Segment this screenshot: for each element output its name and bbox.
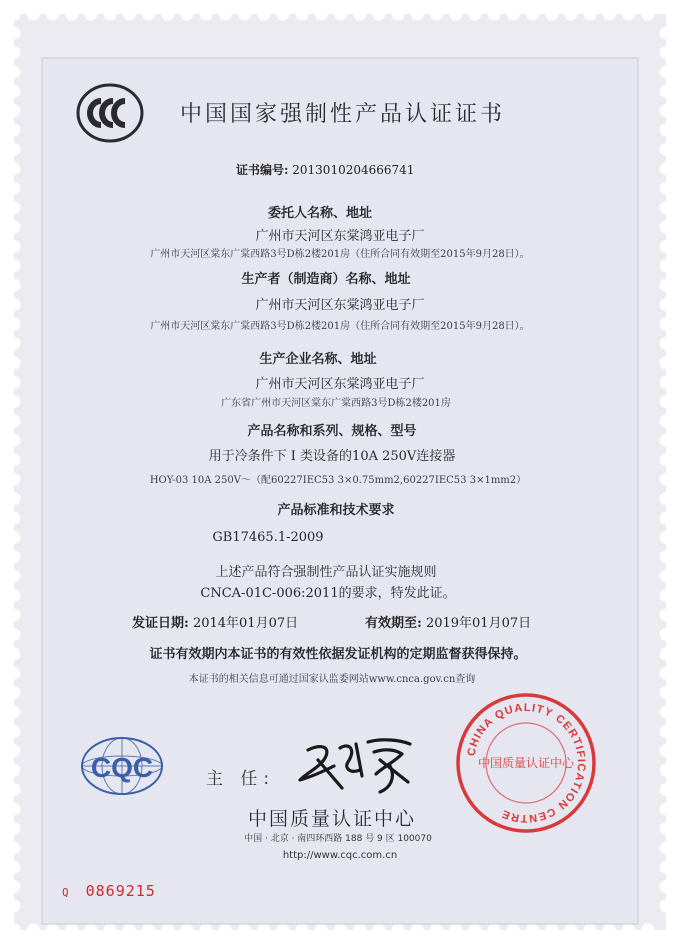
expiry-date-label: 有效期至: (365, 616, 422, 631)
perforation-hole (296, 924, 309, 937)
client-address: 广州市天河区棠东广棠西路3号D栋2楼201房（住所合同有效期至2015年9月28日）。 (150, 249, 530, 260)
serial-number (62, 882, 156, 900)
expiry-date (365, 612, 531, 631)
factory-address: 广东省广州市天河区棠东广棠西路3号D栋2楼201房 (221, 398, 451, 409)
perforation-hole (545, 8, 558, 21)
factory-label: 生产企业名称、地址 (259, 352, 377, 367)
perforation-hole (334, 924, 347, 937)
issue-date-label: 发证日期: (132, 616, 189, 631)
perforation-hole (142, 924, 155, 937)
perforation-hole (8, 8, 21, 21)
perforation-hole (8, 182, 21, 195)
perforation-hole (660, 46, 673, 59)
perforation-hole (104, 8, 117, 21)
perforation-hole (353, 924, 366, 937)
perforation-hole (84, 924, 97, 937)
perforation-hole (219, 8, 232, 21)
perforation-hole (660, 85, 673, 98)
perforation-hole (622, 8, 635, 21)
serial-prefix: Q (62, 886, 70, 899)
perforation-hole (372, 8, 385, 21)
perforation-hole (276, 8, 289, 21)
center-address: 中国 · 北京 · 南四环西路 188 号 9 区 100070 (244, 834, 432, 844)
perforation-hole (8, 27, 21, 40)
perforation-hole (8, 725, 21, 738)
ccc-logo (75, 82, 145, 144)
perforation-hole (8, 46, 21, 59)
product-model: HOY-03 10A 250V～（配60227IEC53 3×0.75mm2,60227IEC53 3×1mm2） (149, 475, 527, 486)
perforation-hole (123, 8, 136, 21)
perforation-hole (372, 924, 385, 937)
perforation-hole (660, 609, 673, 622)
perforation-hole (430, 924, 443, 937)
manufacturer-name: 广州市天河区东棠鸿亚电子厂 (255, 298, 425, 313)
certificate-number (236, 161, 414, 178)
perforation-hole (27, 8, 40, 21)
product-label: 产品名称和系列、规格、型号 (247, 424, 417, 439)
perforation-hole (430, 8, 443, 21)
perforation-hole (660, 201, 673, 214)
perforation-hole (660, 124, 673, 137)
perforation-hole (65, 924, 78, 937)
perforation-hole (238, 8, 251, 21)
perforation-hole (488, 8, 501, 21)
product-name: 用于冷条件下 I 类设备的10A 250V连接器 (208, 449, 456, 464)
perforation-hole (507, 8, 520, 21)
perforation-hole (46, 924, 59, 937)
perforation-hole (603, 924, 616, 937)
perforation-hole (8, 783, 21, 796)
perforation-hole (411, 924, 424, 937)
validity-note: 证书有效期内本证书的有效性依据发证机构的定期监督获得保持。 (149, 647, 527, 662)
expiry-date-value: 2019年01月07日 (425, 616, 532, 631)
perforation-hole (8, 85, 21, 98)
perforation-hole (660, 900, 673, 913)
perforation-hole (296, 8, 309, 21)
perforation-hole (180, 924, 193, 937)
perforation-hole (660, 686, 673, 699)
perforation-hole (8, 686, 21, 699)
issue-date (132, 612, 298, 631)
client-name: 广州市天河区东棠鸿亚电子厂 (255, 229, 425, 244)
perforation-hole (65, 8, 78, 21)
perforation-hole (353, 8, 366, 21)
perforation-hole (660, 27, 673, 40)
perforation-hole (8, 104, 21, 117)
factory-name: 广州市天河区东棠鸿亚电子厂 (255, 377, 425, 392)
perforation-hole (660, 65, 673, 78)
perforation-hole (8, 880, 21, 893)
perforation-hole (8, 764, 21, 777)
perforation-hole (468, 924, 481, 937)
perforation-hole (449, 8, 462, 21)
seal-inner-text: 中国质量认证中心 (477, 756, 575, 770)
perforation-hole (238, 924, 251, 937)
center-website: http://www.cqc.com.cn (282, 850, 398, 861)
perforation-hole (257, 8, 270, 21)
perforation-hole (584, 8, 597, 21)
standard-label: 产品标准和技术要求 (277, 503, 395, 518)
perforation-hole (564, 8, 577, 21)
perforation-hole (660, 162, 673, 175)
perforation-hole (8, 143, 21, 156)
director-label: 主 任: (206, 769, 276, 789)
manufacturer-label: 生产者（制造商）名称、地址 (241, 272, 411, 287)
cqc-logo-text: CQC (90, 752, 154, 783)
perforation-hole (660, 803, 673, 816)
serial-value: 0869215 (85, 882, 156, 900)
perforation-hole (180, 8, 193, 21)
perforation-hole (392, 924, 405, 937)
perforation-hole (660, 531, 673, 544)
perforation-hole (27, 924, 40, 937)
perforation-hole (8, 744, 21, 757)
perforation-hole (161, 8, 174, 21)
certificate-number-label: 证书编号: (236, 163, 289, 177)
conformity-line-2: CNCA-01C-006:2011的要求，特发此证。 (200, 586, 456, 601)
perforation-hole (603, 8, 616, 21)
perforation-hole (564, 924, 577, 937)
perforation-hole (315, 924, 328, 937)
perforation-hole (660, 104, 673, 117)
perforation-hole (660, 725, 673, 738)
perforation-hole (488, 924, 501, 937)
perforation-hole (123, 924, 136, 937)
perforation-hole (104, 924, 117, 937)
official-seal (455, 692, 597, 834)
perforation-hole (8, 65, 21, 78)
perforation-hole (660, 783, 673, 796)
perforation-hole (622, 924, 635, 937)
perforation-hole (660, 182, 673, 195)
perforation-hole (392, 8, 405, 21)
perforation-hole (8, 803, 21, 816)
perforation-hole (257, 924, 270, 937)
perforation-hole (507, 924, 520, 937)
perforation-hole (8, 861, 21, 874)
perforation-hole (200, 924, 213, 937)
perforation-hole (46, 8, 59, 21)
issue-date-value: 2014年01月07日 (192, 616, 299, 631)
perforation-hole (334, 8, 347, 21)
perforation-hole (641, 8, 654, 21)
perforation-hole (660, 744, 673, 757)
perforation-hole (545, 924, 558, 937)
manufacturer-address: 广州市天河区棠东广棠西路3号D栋2楼201房（住所合同有效期至2015年9月28日）。 (150, 321, 530, 332)
perforation-hole (8, 900, 21, 913)
perforation-hole (660, 356, 673, 369)
client-label: 委托人名称、地址 (267, 206, 372, 221)
perforation-hole (8, 706, 21, 719)
cqc-logo (78, 735, 166, 797)
director-signature (290, 730, 420, 800)
perforation-hole (660, 861, 673, 874)
certificate-title: 中国国家强制性产品认证证书 (180, 102, 506, 127)
perforation-hole (8, 924, 21, 937)
perforation-hole (660, 143, 673, 156)
certificate-number-value: 2013010204666741 (292, 163, 415, 177)
perforation-hole (449, 924, 462, 937)
perforation-hole (660, 628, 673, 641)
perforation-hole (219, 924, 232, 937)
perforation-hole (8, 609, 21, 622)
perforation-hole (8, 124, 21, 137)
center-name: 中国质量认证中心 (248, 808, 417, 830)
perforation-hole (526, 924, 539, 937)
perforation-hole (660, 764, 673, 777)
perforation-hole (411, 8, 424, 21)
perforation-hole (161, 924, 174, 937)
perforation-hole (584, 924, 597, 937)
perforation-hole (641, 924, 654, 937)
conformity-line-1: 上述产品符合强制性产品认证实施规则 (215, 565, 437, 580)
info-note: 本证书的相关信息可通过国家认监委网站www.cnca.gov.cn查询 (188, 674, 476, 685)
perforation-hole (276, 924, 289, 937)
seal-outer-text: CHINA QUALITY CERTIFICATION CENTRE (465, 701, 588, 825)
standard-value: GB17465.1-2009 (212, 530, 324, 545)
perforation-hole (8, 162, 21, 175)
perforation-hole (660, 337, 673, 350)
perforation-hole (526, 8, 539, 21)
perforation-hole (660, 706, 673, 719)
perforation-hole (84, 8, 97, 21)
perforation-hole (468, 8, 481, 21)
perforation-hole (315, 8, 328, 21)
perforation-hole (142, 8, 155, 21)
perforation-hole (660, 880, 673, 893)
perforation-hole (8, 628, 21, 641)
perforation-hole (200, 8, 213, 21)
